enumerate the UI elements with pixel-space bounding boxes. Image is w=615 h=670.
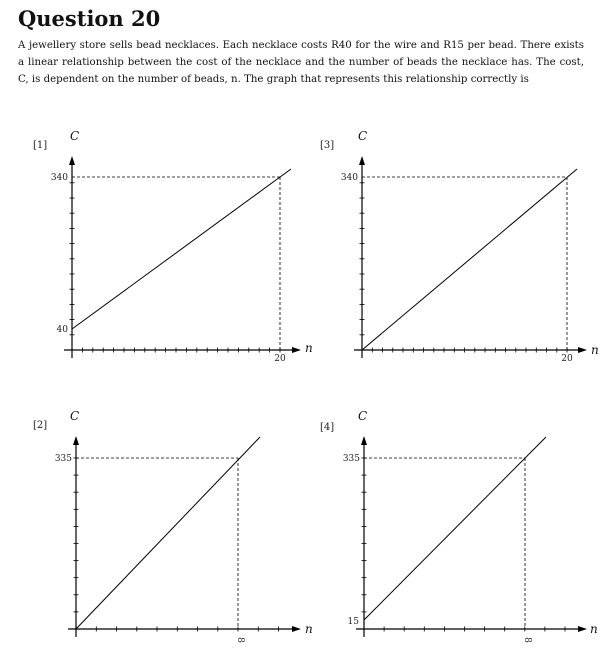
x-axis-arrow-icon xyxy=(578,347,587,353)
y-axis-arrow-icon xyxy=(359,156,365,165)
x-tick-label: 8 xyxy=(235,637,245,643)
x-tick-label: 20 xyxy=(274,354,286,364)
y-axis-label: C xyxy=(358,409,368,423)
x-tick-label: 20 xyxy=(561,354,573,364)
x-tick-label: 8 xyxy=(522,637,532,643)
x-axis-label: n xyxy=(305,622,313,636)
question-text: A jewellery store sells bead necklaces. Each necklace costs R40 for the wire and R15 per bead. There exists a linear relationship between the cost of the necklace and the number of beads the necklace has. The cost, C, is dependent on the number of beads, n. The graph that represents this relationship correctly is xyxy=(18,40,584,85)
graph-option-label: [1] xyxy=(33,140,48,151)
y-axis-arrow-icon xyxy=(73,436,79,445)
x-axis-arrow-icon xyxy=(578,626,587,632)
question-title: Question 20 xyxy=(18,6,161,31)
x-axis-label: n xyxy=(591,343,599,357)
y-tick-label: 15 xyxy=(347,617,359,627)
x-axis-label: n xyxy=(305,341,313,355)
x-axis-arrow-icon xyxy=(292,626,301,632)
y-axis-label: C xyxy=(70,409,80,423)
y-axis-arrow-icon xyxy=(69,156,75,165)
relationship-line xyxy=(364,437,546,620)
y-axis-label: C xyxy=(358,129,368,143)
graph-option-label: [2] xyxy=(33,420,48,431)
y-tick-label: 335 xyxy=(54,454,72,464)
y-tick-label: 40 xyxy=(56,325,68,335)
x-axis-arrow-icon xyxy=(292,347,301,353)
graph-option-label: [3] xyxy=(320,140,335,151)
y-axis-arrow-icon xyxy=(361,436,367,445)
relationship-line xyxy=(76,437,260,629)
graph-option-1 xyxy=(33,129,313,364)
y-tick-label: 340 xyxy=(50,173,68,183)
relationship-line xyxy=(362,169,577,350)
axis-ticks xyxy=(70,183,568,632)
y-axis-label: C xyxy=(70,129,80,143)
graph-option-label: [4] xyxy=(320,422,335,433)
relationship-line xyxy=(72,169,291,329)
graph-option-3 xyxy=(320,129,599,364)
y-tick-label: 340 xyxy=(340,173,358,183)
y-tick-label: 335 xyxy=(342,454,360,464)
x-axis-label: n xyxy=(590,622,598,636)
